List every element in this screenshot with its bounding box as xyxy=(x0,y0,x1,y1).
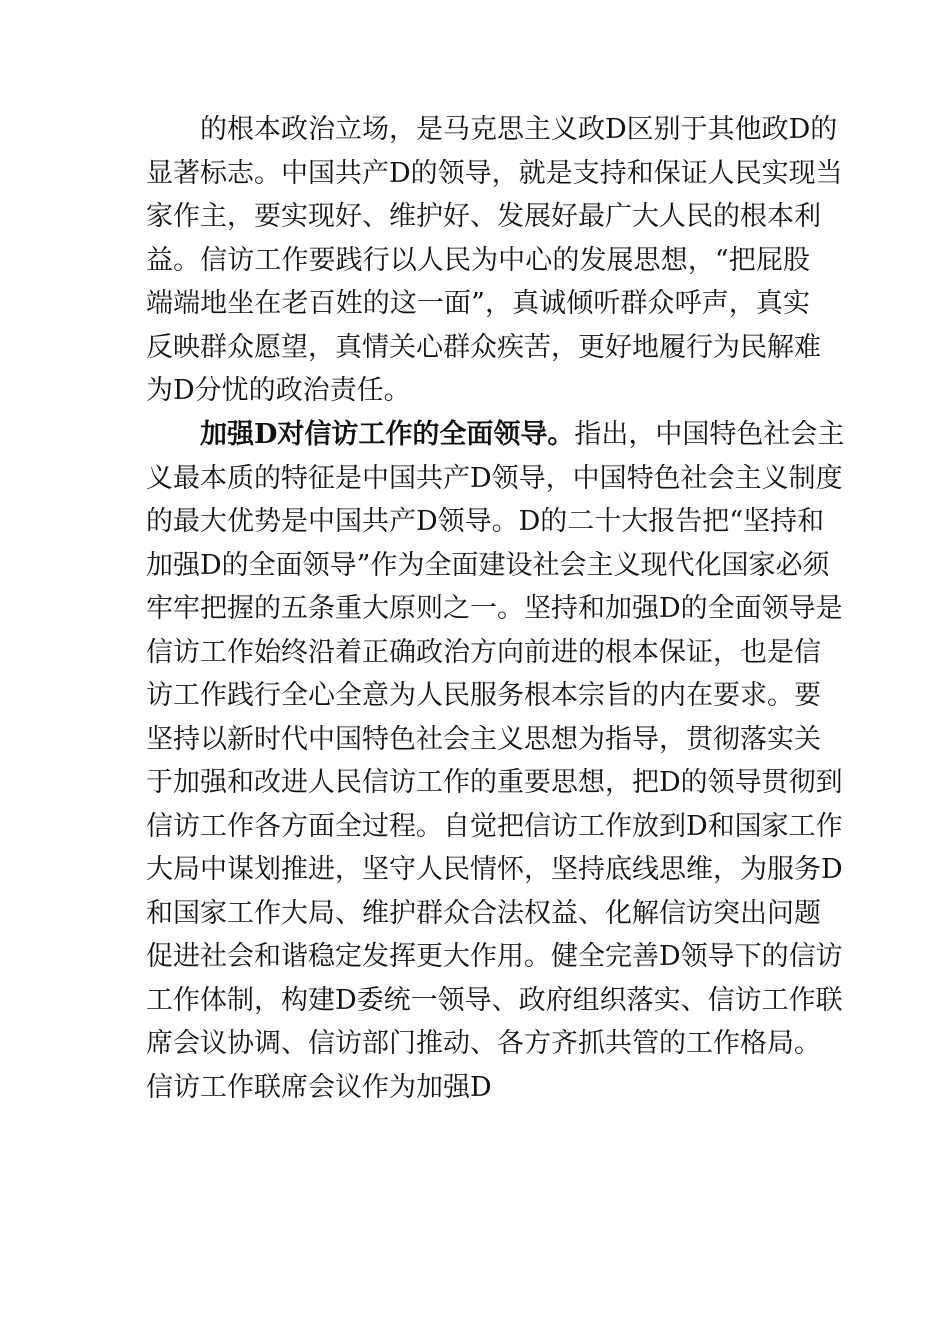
paragraph-line: 席会议协调、信访部门推动、各方齐抓共管的工作格局。 xyxy=(146,1028,821,1059)
paragraph-line: 牢牢把握的五条重大原则之一。坚持和加强D的全面领导是 xyxy=(146,593,843,624)
paragraph-line: 加强D的全面领导”作为全面建设社会主义现代化国家必须 xyxy=(146,549,830,581)
paragraph-heading: 加强D对信访工作的全面领导。 xyxy=(200,419,575,450)
paragraph-first-line-text: 指出，中国特色社会主 xyxy=(574,419,845,450)
paragraph-line: 显著标志。中国共产D的领导，就是支持和保证人民实现当 xyxy=(146,157,843,189)
paragraph-line: 信访工作联席会议作为加强D xyxy=(146,1071,492,1103)
paragraph-line: 端端地坐在老百姓的这一面”，真诚倾听群众呼声，真实 xyxy=(146,288,810,319)
paragraph-line: 和国家工作大局、维护群众合法权益、化解信访突出问题 xyxy=(146,897,821,929)
paragraph-first-line xyxy=(146,413,845,457)
paragraph-line: 的根本政治立场，是马克思主义政D区别于其他政D的 xyxy=(200,114,838,145)
paragraph-line: 家作主，要实现好、维护好、发展好最广大人民的根本利 xyxy=(146,201,821,232)
paragraph-line: 义最本质的特征是中国共产D领导，中国特色社会主义制度 xyxy=(146,462,843,494)
paragraph-line: 促进社会和谐稳定发挥更大作用。健全完善D领导下的信访 xyxy=(146,941,843,972)
paragraph-1 xyxy=(146,108,843,413)
paragraph-line: 的最大优势是中国共产D领导。D的二十大报告把“坚持和 xyxy=(146,506,825,537)
paragraph-2 xyxy=(146,413,845,1109)
paragraph-line: 信访工作各方面全过程。自觉把信访工作放到D和国家工作 xyxy=(146,810,843,842)
paragraph-line: 坚持以新时代中国特色社会主义思想为指导，贯彻落实关 xyxy=(146,723,821,755)
paragraph-line: 反映群众愿望，真情关心群众疾苦，更好地履行为民解难 xyxy=(146,331,821,363)
paragraph-line: 于加强和改进人民信访工作的重要思想，把D的领导贯彻到 xyxy=(146,767,843,798)
paragraph-line: 大局中谋划推进，坚守人民情怀，坚持底线思维，为服务D xyxy=(146,854,843,885)
paragraph-line: 访工作践行全心全意为人民服务根本宗旨的内在要求。要 xyxy=(146,680,821,711)
paragraph-line: 为D分忧的政治责任。 xyxy=(146,375,411,406)
paragraph-line: 工作体制，构建D委统一领导、政府组织落实、信访工作联 xyxy=(146,984,843,1016)
paragraph-line: 益。信访工作要践行以人民为中心的发展思想，“把屁股 xyxy=(146,244,810,276)
paragraph-line: 信访工作始终沿着正确政治方向前进的根本保证，也是信 xyxy=(146,636,821,668)
